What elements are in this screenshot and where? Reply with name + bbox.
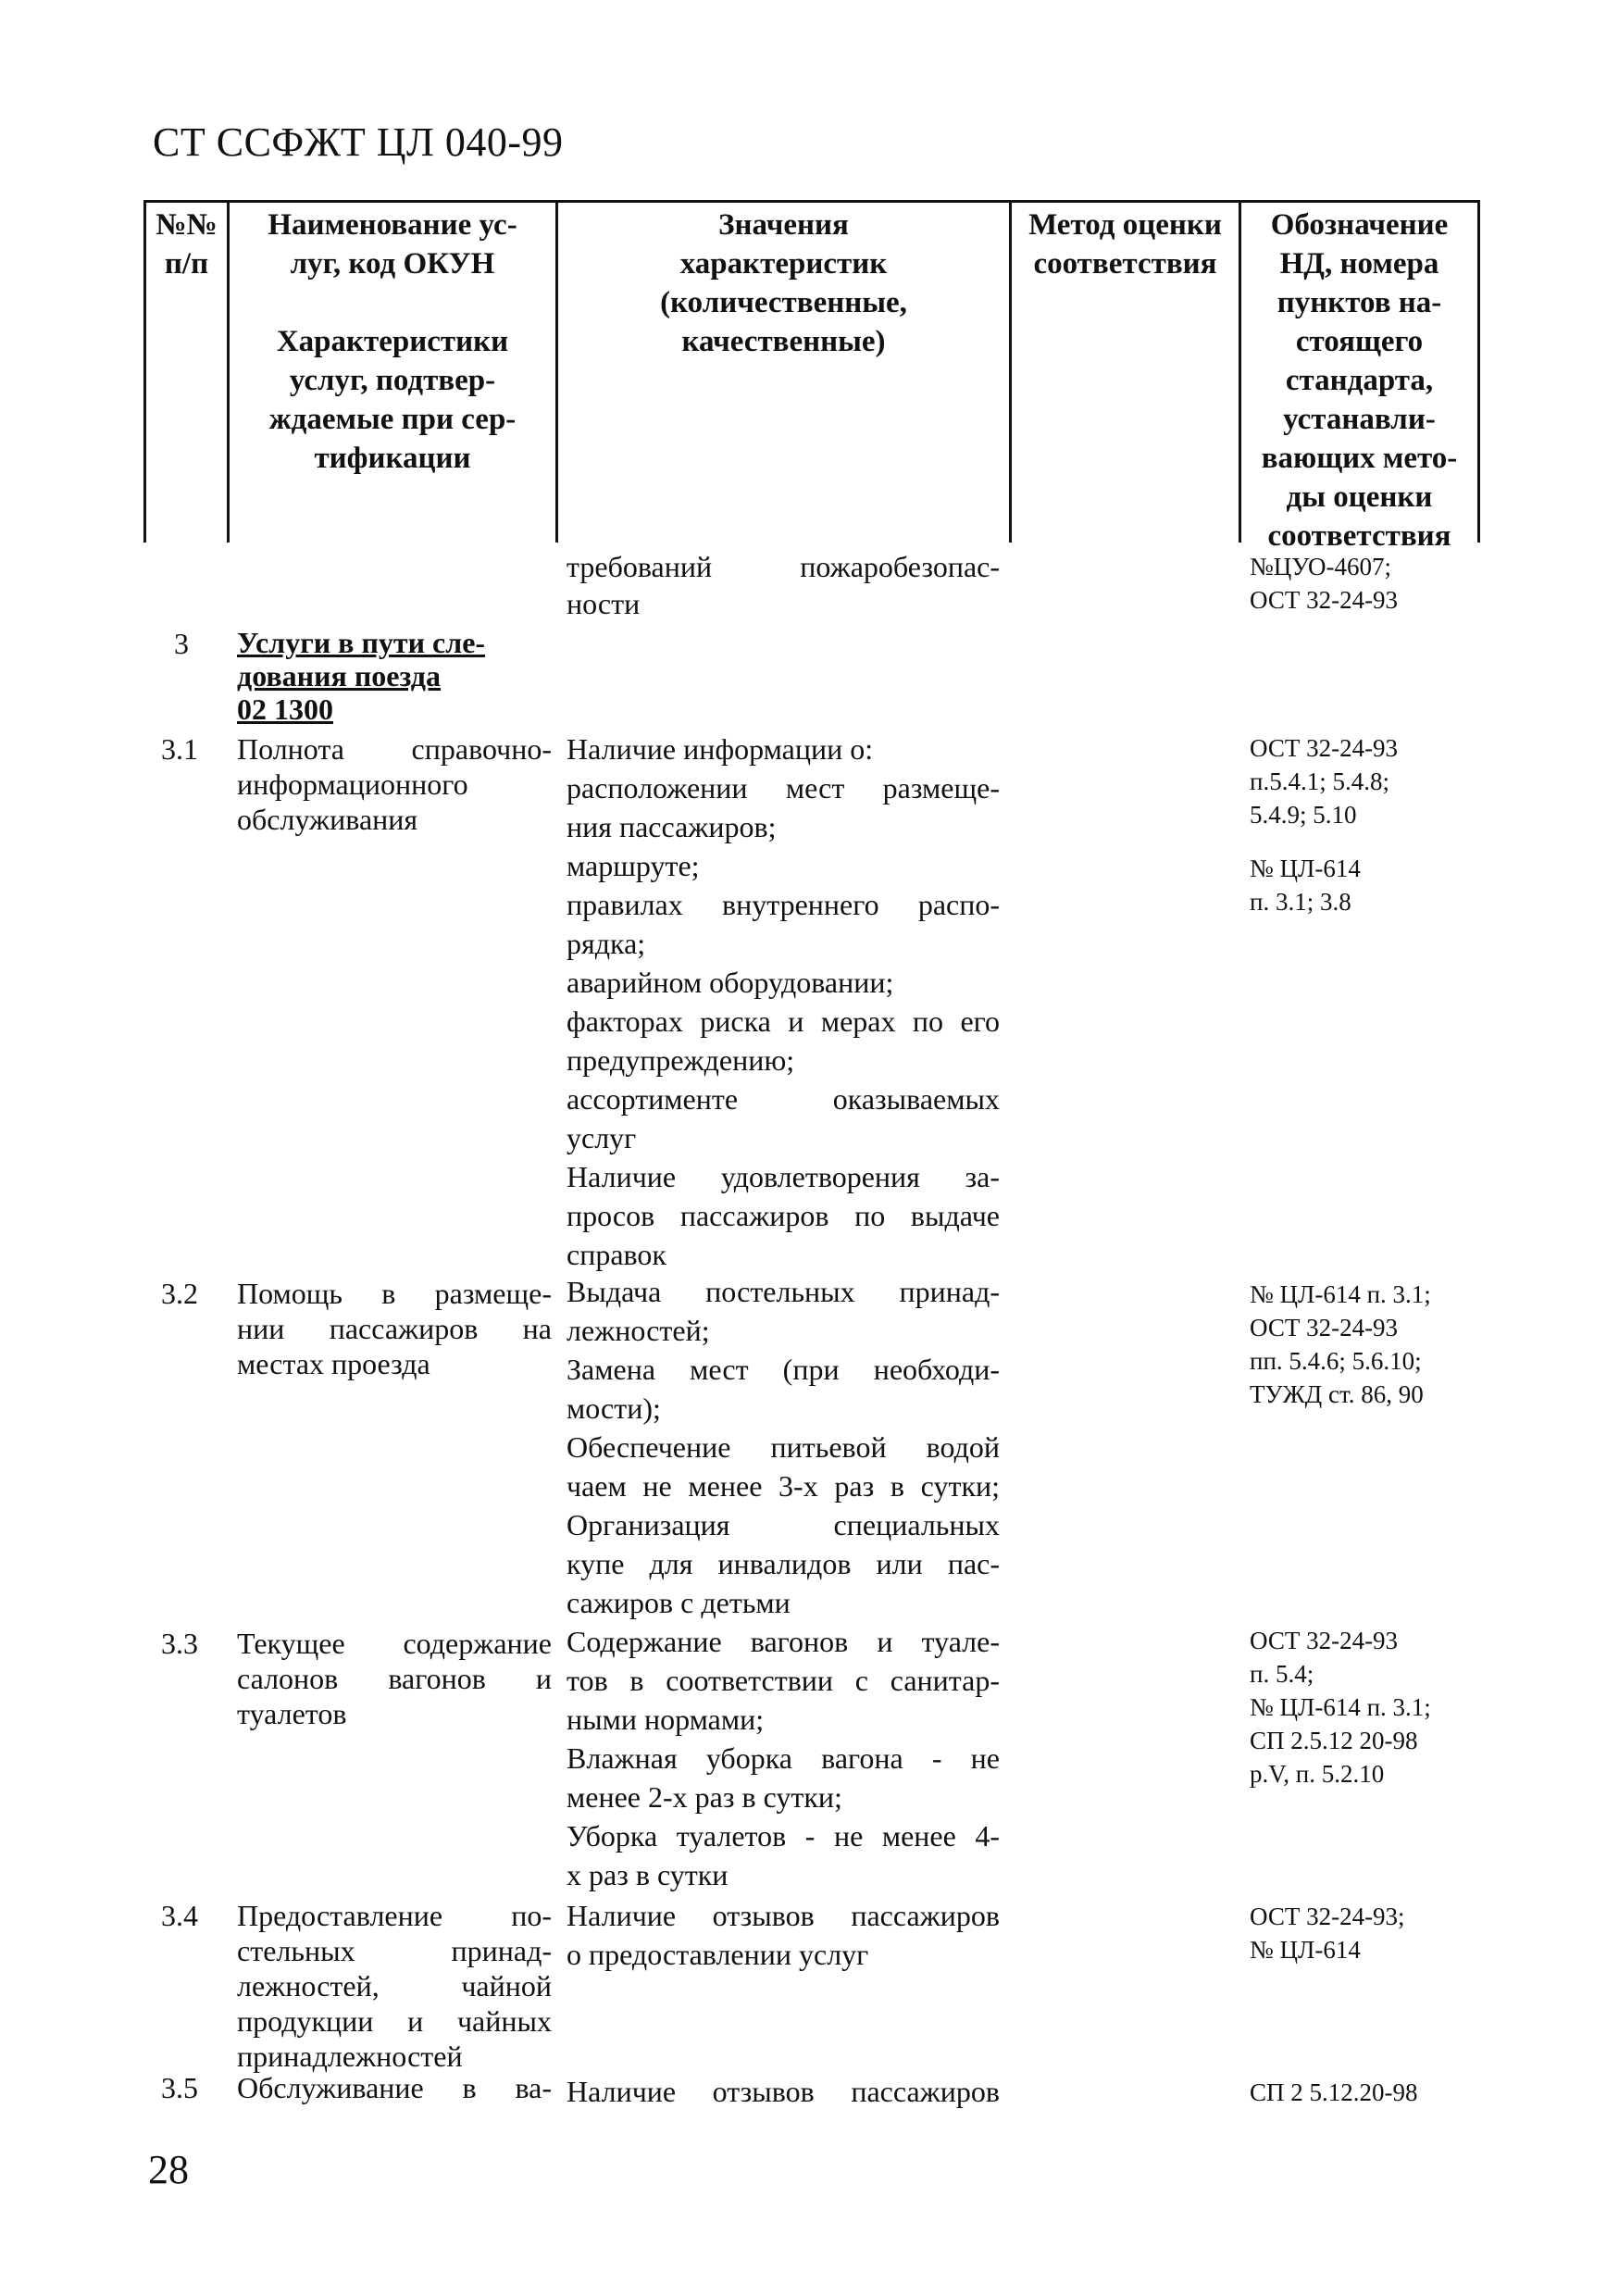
header-name: Наименование ус- луг, код ОКУН Характеристики услуг, подтвер- ждаемые при сер- тификации (268, 208, 517, 475)
row-nd: № ЦЛ-614 п. 3.1; ОСТ 32-24-93 пп. 5.4.6; 5.6.10; ТУЖД ст. 86, 90 (1250, 1280, 1431, 1408)
row-nd: ОСТ 32-24-93 п.5.4.1; 5.4.8; 5.4.9; 5.10 № ЦЛ-614 п. 3.1; 3.8 (1250, 734, 1399, 916)
section-number: 3 (174, 627, 189, 660)
header-nd: Обозначение НД, номера пунктов на- стоящего стандарта, устанавли- вающих мето- ды оценки соответствия (1261, 208, 1458, 553)
row-number: 3.3 (161, 1627, 198, 1660)
row-name: Обслуживание в ва- (237, 2071, 552, 2104)
row-number: 3.4 (161, 1899, 198, 1932)
row-name: Предоставление по- стельных принад- лежностей, чайной продукции и чайных принадлежностей (237, 1899, 552, 2073)
row-name: Помощь в размеще- нии пассажиров на местах проезда (237, 1277, 552, 1380)
row-nd: СП 2 5.12.20-98 (1250, 2078, 1418, 2106)
page-number: 28 (148, 2147, 189, 2192)
row-values: Наличие отзывов пассажиров (567, 2075, 1000, 2108)
row-number: 3.2 (161, 1277, 198, 1310)
document-code: СТ ССФЖТ ЦЛ 040-99 (153, 119, 564, 165)
row-number: 3.1 (161, 732, 198, 766)
row-nd: ОСТ 32-24-93; № ЦЛ-614 (1250, 1903, 1405, 1964)
continuation-nd: №ЦУО-4607; ОСТ 32-24-93 (1250, 553, 1399, 614)
row-values: Наличие информации о: расположении мест размеще- ния пассажиров; маршруте; правилах внутреннего распо- рядка; аварийном оборудовании; факторах риска и мерах по его предупреждению; ассортименте оказываемых услуг Наличие удовлетворения за- просов пассажиров по выдаче справок (567, 732, 1000, 1271)
section-title: Услуги в пути сле- дования поезда 02 1300 (237, 626, 486, 726)
row-values: Наличие отзывов пассажиров о предоставлении услуг (567, 1899, 1000, 1971)
header-method: Метод оценки соответствия (1028, 208, 1222, 281)
row-name: Полнота справочно- информационного обслуживания (237, 732, 552, 836)
row-nd: ОСТ 32-24-93 п. 5.4; № ЦЛ-614 п. 3.1; СП 2.5.12 20-98 р.V, п. 5.2.10 (1250, 1627, 1431, 1788)
continuation-values: требований пожаробезопас- ности (567, 550, 1000, 620)
row-number: 3.5 (161, 2071, 198, 2104)
header-values: Значения характеристик (количественные, качественные) (660, 208, 907, 358)
row-values: Содержание вагонов и туале- тов в соответствии с санитар- ными нормами; Влажная уборка вагона - не менее 2-х раз в сутки; Уборка туалетов - не менее 4- х раз в сутки (567, 1625, 1000, 1891)
row-name: Текущее содержание салонов вагонов и туалетов (237, 1627, 552, 1730)
row-values: Выдача постельных принад- лежностей; Замена мест (при необходи- мости); Обеспечение питьевой водой чаем не менее 3-х раз в сутки; Организация специальных купе для инвалидов или пас- сажиров с детьми (567, 1275, 1000, 1619)
header-num: №№ п/п (156, 208, 218, 281)
